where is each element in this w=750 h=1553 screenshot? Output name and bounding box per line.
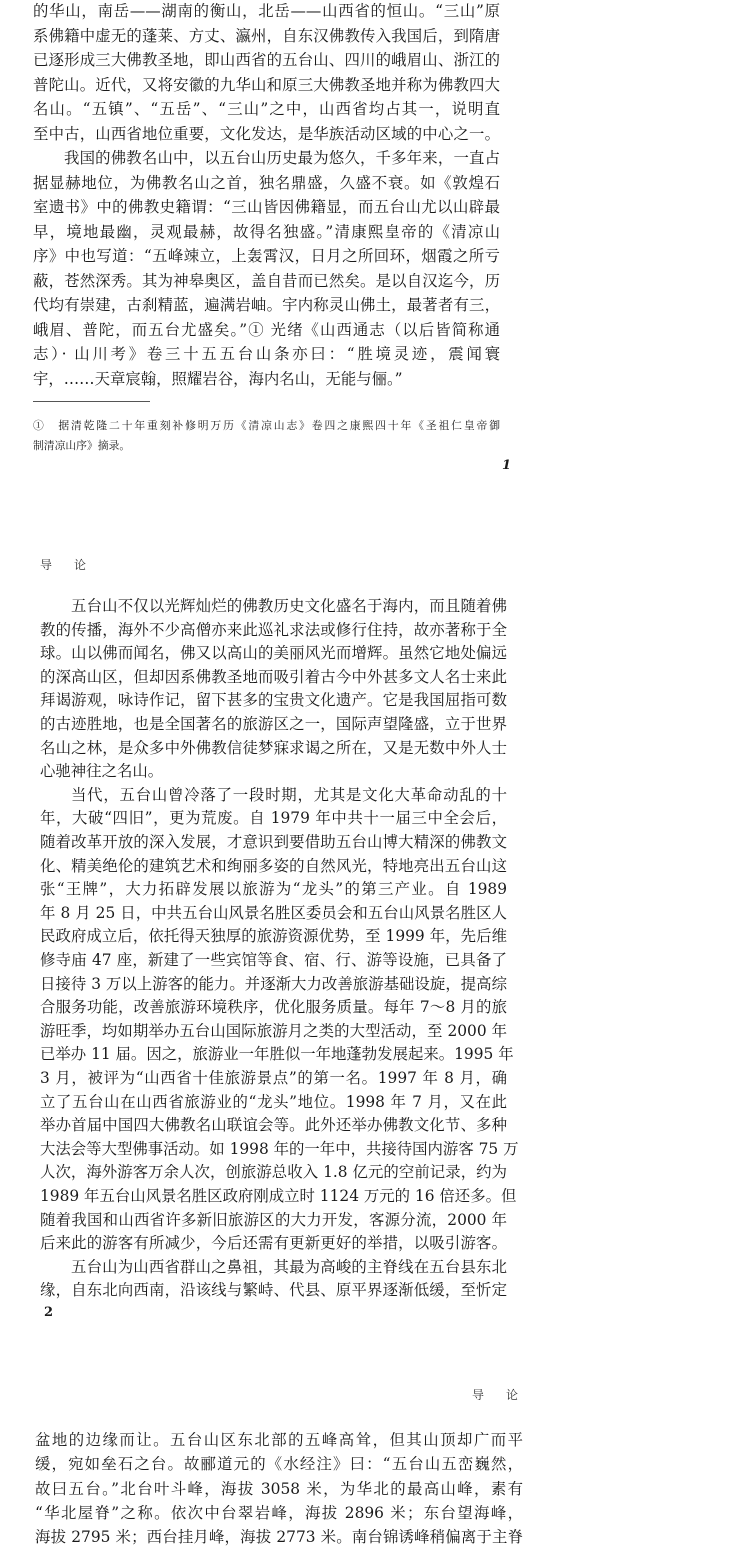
page-number-2: 2 bbox=[44, 1305, 54, 1320]
text-line: 修寺庙 47 座，新建了一些宾馆等食、宿、行、游等设施，已具备了 bbox=[40, 951, 507, 969]
text-line: 宇，……天章宸翰，照耀岩谷，海内名山，无能与俪。” bbox=[33, 369, 403, 388]
text-line: 名山之林，是众多中外佛教信徒梦寐求谒之所在，又是无数中外人士 bbox=[40, 738, 507, 757]
text-line: 后来此的游客有所减少，今后还需有更新更好的举措，以吸引游客。 bbox=[40, 1234, 507, 1253]
text-line: 缘，自东北向西南，沿该线与繁峙、代县、原平界逐渐低缓，至忻定 bbox=[40, 1281, 507, 1300]
text-line: 故曰五台。”北台叶斗峰，海拔 3058 米，为华北的最高山峰，素有 bbox=[35, 1479, 523, 1498]
text-line: 当代，五台山曾冷落了一段时期，尤其是文化大革命动乱的十 bbox=[71, 785, 507, 804]
text-line: 人次，海外游客万余人次，创旅游总收入 1.8 亿元的空前记录，约为 bbox=[40, 1163, 507, 1182]
text-line: 峨眉、普陀，而五台尤盛矣。”① 光绪《山西通志（以后皆简称通 bbox=[33, 320, 500, 339]
footnote bbox=[33, 420, 500, 460]
text-line: 的深高山区，但却因系佛教圣地而吸引着古今中外甚多文人名士来此 bbox=[40, 667, 507, 686]
text-line: 随着我国和山西省许多新旧旅游区的大力开发，客源分流，2000 年 bbox=[40, 1210, 507, 1229]
page-3 bbox=[35, 1433, 523, 1553]
text-line: 海拔 2795 米；西台挂月峰，海拔 2773 米。南台锦诱峰稍偏离于主脊 bbox=[35, 1528, 523, 1547]
text-line: 系佛籍中虚无的蓬莱、方丈、瀛州，自东汉佛教传入我国后，到隋唐 bbox=[33, 26, 500, 45]
text-line: 盆地的边缘而让。五台山区东北部的五峰高耸，但其山顶却广而平 bbox=[35, 1431, 523, 1449]
text-line: 举办首届中国四大佛教名山联谊会等。此外还举办佛教文化节、多种 bbox=[40, 1116, 507, 1135]
text-line: 名山。“五镇”、“五岳”、“三山”之中，山西省均占其一，说明直 bbox=[33, 100, 500, 118]
text-line: 的古迹胜地，也是全国著名的旅游区之一，国际声望隆盛，立于世界 bbox=[40, 715, 507, 733]
text-line: 日接待 3 万以上游客的能力。并逐渐大力改善旅游基础设旋，提高综 bbox=[40, 974, 507, 993]
text-line: 合服务功能，改善旅游环境秩序，优化服务质量。每年 7～8 月的旅 bbox=[40, 998, 507, 1017]
text-line: 球。山以佛而闻名，佛又以高山的美丽风光而增辉。虽然它地处偏远 bbox=[40, 644, 507, 663]
text-line: 心驰神往之名山。 bbox=[40, 762, 164, 781]
text-line: 我国的佛教名山中，以五台山历史最为悠久，千多年来，一直占 bbox=[64, 149, 500, 167]
page-2 bbox=[40, 597, 519, 1319]
text-line: 五台山不仅以光辉灿烂的佛教历史文化盛名于海内，而且随着佛 bbox=[71, 597, 507, 615]
text-line: 志）· 山川考》卷三十五五台山条亦曰：“胜境灵迹，震闻寰 bbox=[33, 345, 500, 363]
text-line: 据显赫地位，为佛教名山之首，独名鼎盛，久盛不衰。如《敦煌石 bbox=[33, 173, 500, 192]
text-line: 张“王牌”，大力拓辟发展以旅游为“龙头”的第三产业。自 1989 bbox=[40, 880, 507, 899]
text-line: 随着改革开放的深入发展，才意识到要借助五台山博大精深的佛教文 bbox=[40, 833, 507, 851]
text-line: 蔽，苍然深秀。其为神皋奥区，盖自昔而已然矣。是以自汉迄今，历 bbox=[33, 271, 500, 290]
text-line: 年，大破“四旧”，更为荒废。自 1979 年中共十一届三中全会后， bbox=[40, 809, 507, 828]
text-line: 大法会等大型佛事活动。如 1998 年的一年中，共接待国内游客 75 万 bbox=[40, 1139, 519, 1158]
footnote-line: ① 据清乾隆二十年重刻补修明万历《清凉山志》卷四之康熙四十年《圣祖仁皇帝御 bbox=[33, 419, 500, 432]
text-line: 的华山，南岳——湖南的衡山，北岳——山西省的恒山。“三山”原 bbox=[33, 2, 500, 20]
text-line: “华北屋脊”之称。依次中台翠岩峰，海拔 2896 米；东台望海峰， bbox=[35, 1503, 523, 1522]
text-line: 普陀山。近代，又将安徽的九华山和原三大佛教圣地并称为佛教四大 bbox=[33, 75, 500, 94]
text-line: 化、精美绝伦的建筑艺术和绚丽多姿的自然风光，特地亮出五台山这 bbox=[40, 856, 507, 875]
text-line: 教的传播，海外不少高僧亦来此巡礼求法或修行住持，故亦著称于全 bbox=[40, 620, 507, 639]
text-line: 民政府成立后，依托得天独厚的旅游资源优势，至 1999 年，先后维 bbox=[40, 927, 507, 946]
page-number-1: 1 bbox=[502, 458, 512, 473]
running-header-3: 导论 bbox=[472, 1388, 541, 1402]
text-line: 室遗书》中的佛教史籍谓：“三山皆因佛籍显，而五台山尤以山辟最 bbox=[33, 198, 500, 216]
footnote-line: 制清凉山序》摘录。 bbox=[33, 439, 131, 452]
footnote-divider bbox=[33, 401, 150, 402]
text-line: 已举办 11 届。因之，旅游业一年胜似一年地蓬勃发展起来。1995 年 bbox=[40, 1045, 514, 1064]
text-line: 代均有崇建，古刹精蓝，遍满岩岫。宇内称灵山佛土，最著者有三， bbox=[33, 296, 500, 314]
text-line: 序》中也写道：“五峰竦立，上轰霄汉，日月之所回环，烟霞之所亏 bbox=[33, 247, 500, 265]
text-line: 3 月，被评为“山西省十佳旅游景点”的第一名。1997 年 8 月，确 bbox=[40, 1069, 507, 1087]
text-line: 游旺季，均如期举办五台山国际旅游月之类的大型活动，至 2000 年 bbox=[40, 1021, 507, 1040]
text-line: 缓，宛如垒石之台。故郦道元的《水经注》曰：“五台山五峦巍然， bbox=[35, 1455, 523, 1474]
text-line: 立了五台山在山西省旅游业的“龙头”地位。1998 年 7 月，又在此 bbox=[40, 1092, 507, 1111]
text-line: 年 8 月 25 日，中共五台山风景名胜区委员会和五台山风景名胜区人 bbox=[40, 903, 507, 922]
text-line: 早，境地最幽，灵观最赫，故得名独盛。”清康熙皇帝的《清凉山 bbox=[33, 222, 500, 241]
text-line: 已逐形成三大佛教圣地，即山西省的五台山、四川的峨眉山、浙江的 bbox=[33, 51, 500, 69]
text-line: 五台山为山西省群山之鼻祖，其最为高峻的主脊线在五台县东北 bbox=[71, 1257, 507, 1276]
text-line: 1989 年五台山风景名胜区政府刚成立时 1124 万元的 16 倍还多。但 bbox=[40, 1187, 517, 1205]
text-line: 至中古，山西省地位重要，文化发达，是华族活动区域的中心之一。 bbox=[33, 124, 500, 143]
running-header-2: 导论 bbox=[40, 558, 109, 572]
text-line: 拜谒游观，咏诗作记，留下甚多的宝贵文化遗产。它是我国屈指可数 bbox=[40, 691, 507, 710]
